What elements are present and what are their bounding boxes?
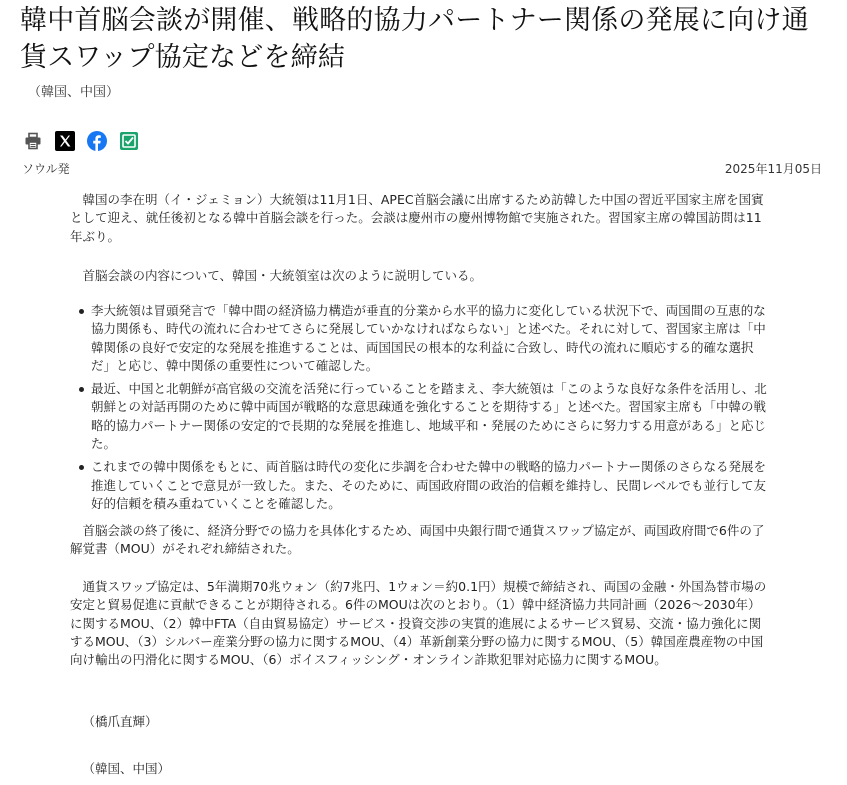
author-credit: （橋爪直輝） [82, 714, 158, 729]
article-paragraph: 通貨スワップ協定は、5年満期70兆ウォン（約7兆円、1ウォン＝約0.1円）規模で締結され、両国の金融・外国為替市場の安定と貿易促進に貢献できることが期待される。6件のMOUは次のとおり。（1）韓中経済協力共同計画（2026～2030年）に関するMOU、（2）韓中FTA（自由貿易協定）サービス・投資交渉の実質的進展によるサービス貿易、交流・協力強化に関するMOU、（3）シルバー産業分野の協力に関するMOU、（4）革新創業分野の協力に関するMOU、（5）韓国産農産物の中国向け輸出の円滑化に関するMOU、（6）ボイスフィッシング・オンライン詐欺犯罪対応協力に関するMOU。 [70, 579, 767, 668]
x-icon [55, 131, 75, 151]
list-item: これまでの韓中関係をもとに、両首脳は時代の変化に歩調を合わせた韓中の戦略的協力パートナー関係のさらなる発展を推進していくことで意見が一致した。また、そのために、両国政府間の政治的信頼を維持し、民間レベルでも並行して友好的信頼を積み重ねていくことを確認した。 [70, 458, 770, 513]
clipping-icon [119, 131, 139, 151]
article-paragraph: 首脳会談の内容について、韓国・大統領室は次のように説明している。 [82, 268, 483, 283]
article-paragraph: 韓国の李在明（イ・ジェミョン）大統領は11月1日、APEC首脳会議に出席するため訪韓した中国の習近平国家主席を国賓として迎え、就任後初となる韓中首脳会談を行った。会談は慶州市の慶州博物館で実施された。習国家主席の韓国訪問は11年ぶり。 [70, 192, 764, 244]
article-meta [22, 161, 822, 177]
print-icon [24, 132, 42, 150]
print-button[interactable] [22, 130, 44, 152]
share-bar [22, 130, 140, 152]
list-item: 最近、中国と北朝鮮が高官級の交流を活発に行っていることを踏まえ、李大統領は「このような良好な条件を活用し、北朝鮮との対話再開のために韓中両国が戦略的な意思疎通を強化することを期待する」と述べた。習国家主席も「中韓の戦略的協力パートナー関係の安定的で長期的な発展を推進し、地域平和・発展のためにさらに努力する用意がある」と応じた。 [70, 380, 770, 453]
facebook-share-button[interactable] [86, 130, 108, 152]
page-title: 韓中首脳会談が開催、戦略的協力パートナー関係の発展に向け通貨スワップ協定などを締結 [20, 5, 809, 73]
list-item: 李大統領は冒頭発言で「韓中間の経済協力構造が垂直的分業から水平的協力に変化している状況下で、両国間の互恵的な協力関係も、時代の流れに合わせてさらに発展していかなければならない」と述べた。それに対して、習国家主席は「中韓関係の良好で安定的な発展を推進することは、両国国民の根本的な利益に合致し、時代の流れに順応する的確な選択だ」と応じ、韓中関係の重要性について確認した。 [70, 302, 770, 375]
clipping-button[interactable] [118, 130, 140, 152]
x-share-button[interactable] [54, 130, 76, 152]
region-footer: （韓国、中国） [82, 761, 171, 776]
article-paragraph: 首脳会談の終了後に、経済分野での協力を具体化するため、両国中央銀行間で通貨スワップ協定が、両国政府間で6件の了解覚書（MOU）がそれぞれ締結された。 [70, 523, 765, 557]
dateline: ソウル発 [22, 162, 70, 176]
facebook-icon [87, 131, 107, 151]
region-tag: （韓国、中国） [28, 85, 120, 100]
publish-date: 2025年11月05日 [724, 162, 822, 176]
summary-list [70, 302, 770, 518]
article-body [70, 191, 770, 776]
